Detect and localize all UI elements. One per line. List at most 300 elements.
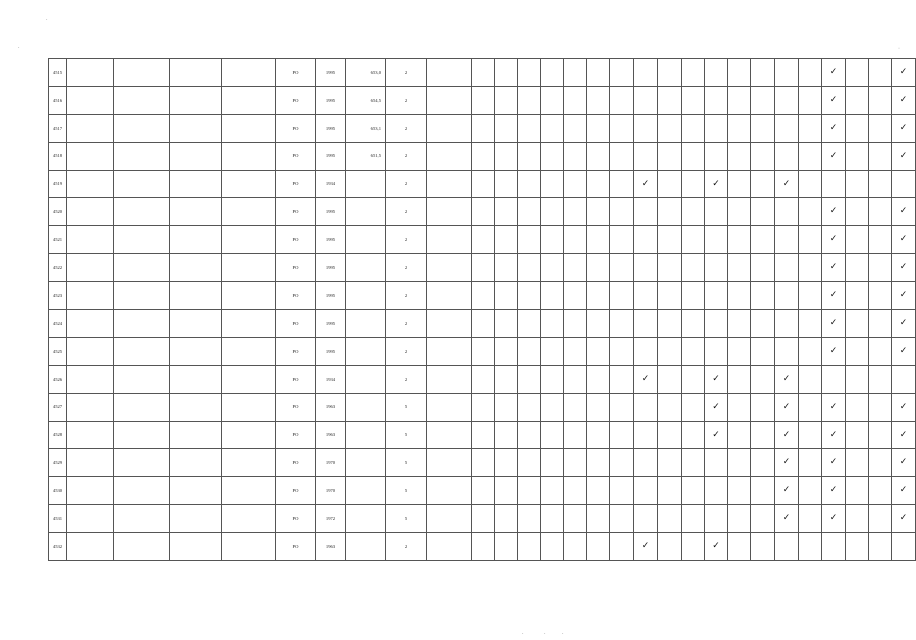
work-type-cell	[541, 86, 564, 114]
checkmark-icon: ✓	[829, 290, 838, 301]
owner-cell	[114, 170, 170, 198]
row-number: 4516	[49, 86, 67, 114]
owner-cell	[114, 393, 170, 421]
owner-cell	[114, 226, 170, 254]
work-type-cell	[658, 505, 682, 533]
work-type-cell	[682, 449, 705, 477]
building-id-cell	[222, 86, 276, 114]
works-description-cell	[427, 86, 472, 114]
area-cell	[346, 449, 386, 477]
work-type-cell	[822, 337, 846, 365]
work-type-cell	[658, 365, 682, 393]
work-type-cell	[541, 393, 564, 421]
address-cell	[170, 86, 222, 114]
area-cell	[346, 198, 386, 226]
work-type-cell	[751, 282, 775, 310]
work-type-cell	[472, 114, 495, 142]
floors-cell: 5	[386, 477, 427, 505]
work-type-cell	[846, 337, 869, 365]
work-type-cell	[728, 254, 751, 282]
works-description-cell	[427, 310, 472, 338]
checkmark-icon: ✓	[829, 429, 838, 440]
table-row	[49, 198, 916, 226]
work-type-cell	[682, 114, 705, 142]
address-cell	[170, 114, 222, 142]
work-type-cell	[682, 365, 705, 393]
work-type-cell	[610, 310, 634, 338]
area-cell: 651,5	[346, 142, 386, 170]
work-type-cell	[564, 365, 587, 393]
works-description-cell	[427, 533, 472, 561]
work-type-cell	[634, 59, 658, 87]
checkmark-icon: ✓	[829, 234, 838, 245]
row-number: 4529	[49, 449, 67, 477]
work-type-cell	[846, 114, 869, 142]
work-type-cell	[892, 254, 916, 282]
work-type-cell	[705, 226, 728, 254]
management-form-cell: РО	[276, 421, 316, 449]
work-type-cell	[634, 170, 658, 198]
row-number: 4531	[49, 505, 67, 533]
work-type-cell	[658, 337, 682, 365]
work-type-cell	[822, 393, 846, 421]
management-form-cell: РО	[276, 114, 316, 142]
row-number: 4530	[49, 477, 67, 505]
work-type-cell	[472, 170, 495, 198]
work-type-cell	[892, 365, 916, 393]
address-cell	[170, 337, 222, 365]
work-type-cell	[705, 337, 728, 365]
floors-cell: 5	[386, 421, 427, 449]
table-row	[49, 533, 916, 561]
build-year-cell: 1995	[316, 337, 346, 365]
work-type-cell	[822, 310, 846, 338]
work-type-cell	[658, 86, 682, 114]
checkmark-icon: ✓	[782, 401, 791, 412]
district-cell	[67, 393, 114, 421]
work-type-cell	[541, 337, 564, 365]
checkmark-icon: ✓	[712, 178, 720, 189]
build-year-cell: 1995	[316, 282, 346, 310]
work-type-cell	[682, 226, 705, 254]
work-type-cell	[822, 505, 846, 533]
work-type-cell	[472, 198, 495, 226]
work-type-cell	[472, 282, 495, 310]
work-type-cell	[775, 198, 799, 226]
district-cell	[67, 449, 114, 477]
floors-cell: 2	[386, 142, 427, 170]
works-description-cell	[427, 421, 472, 449]
work-type-cell	[728, 477, 751, 505]
work-type-cell	[634, 505, 658, 533]
building-id-cell	[222, 198, 276, 226]
work-type-cell	[658, 282, 682, 310]
checkmark-icon: ✓	[899, 345, 908, 356]
checkmark-icon: ✓	[782, 457, 791, 468]
work-type-cell	[634, 282, 658, 310]
work-type-cell	[799, 254, 822, 282]
work-type-cell	[472, 449, 495, 477]
work-type-cell	[751, 114, 775, 142]
work-type-cell	[705, 365, 728, 393]
work-type-cell	[822, 254, 846, 282]
scan-mark: .	[562, 630, 564, 636]
work-type-cell	[728, 310, 751, 338]
checkmark-icon: ✓	[899, 290, 908, 301]
building-id-cell	[222, 505, 276, 533]
checkmark-icon: ✓	[782, 373, 791, 384]
work-type-cell	[705, 477, 728, 505]
floors-cell: 2	[386, 170, 427, 198]
work-type-cell	[869, 86, 892, 114]
work-type-cell	[846, 365, 869, 393]
checkmark-icon: ✓	[899, 262, 908, 273]
work-type-cell	[892, 198, 916, 226]
work-type-cell	[587, 533, 610, 561]
work-type-cell	[775, 365, 799, 393]
row-number: 4532	[49, 533, 67, 561]
checkmark-icon: ✓	[829, 513, 838, 524]
work-type-cell	[541, 254, 564, 282]
checkmark-icon: ✓	[899, 429, 908, 440]
work-type-cell	[634, 114, 658, 142]
work-type-cell	[751, 142, 775, 170]
work-type-cell	[634, 310, 658, 338]
work-type-cell	[682, 393, 705, 421]
work-type-cell	[682, 170, 705, 198]
work-type-cell	[564, 505, 587, 533]
work-type-cell	[495, 393, 518, 421]
work-type-cell	[610, 337, 634, 365]
work-type-cell	[518, 59, 541, 87]
work-type-cell	[869, 449, 892, 477]
work-type-cell	[472, 477, 495, 505]
address-cell	[170, 282, 222, 310]
floors-cell: 2	[386, 198, 427, 226]
district-cell	[67, 533, 114, 561]
management-form-cell: РО	[276, 226, 316, 254]
build-year-cell: 1970	[316, 477, 346, 505]
work-type-cell	[564, 533, 587, 561]
checkmark-icon: ✓	[829, 262, 838, 273]
work-type-cell	[775, 505, 799, 533]
work-type-cell	[869, 254, 892, 282]
work-type-cell	[587, 282, 610, 310]
building-id-cell	[222, 59, 276, 87]
work-type-cell	[892, 170, 916, 198]
build-year-cell: 1995	[316, 86, 346, 114]
work-type-cell	[822, 449, 846, 477]
management-form-cell: РО	[276, 254, 316, 282]
work-type-cell	[728, 226, 751, 254]
work-type-cell	[892, 421, 916, 449]
work-type-cell	[472, 86, 495, 114]
work-type-cell	[564, 254, 587, 282]
work-type-cell	[495, 226, 518, 254]
work-type-cell	[799, 477, 822, 505]
address-cell	[170, 533, 222, 561]
work-type-cell	[846, 282, 869, 310]
area-cell	[346, 226, 386, 254]
build-year-cell: 1995	[316, 254, 346, 282]
work-type-cell	[799, 393, 822, 421]
building-id-cell	[222, 365, 276, 393]
address-cell	[170, 198, 222, 226]
work-type-cell	[705, 59, 728, 87]
work-type-cell	[564, 59, 587, 87]
work-type-cell	[658, 198, 682, 226]
work-type-cell	[705, 170, 728, 198]
work-type-cell	[658, 114, 682, 142]
checkmark-icon: ✓	[899, 206, 908, 217]
work-type-cell	[869, 59, 892, 87]
work-type-cell	[728, 337, 751, 365]
area-cell: 653,0	[346, 59, 386, 87]
checkmark-icon: ✓	[829, 345, 838, 356]
work-type-cell	[869, 142, 892, 170]
work-type-cell	[751, 86, 775, 114]
work-type-cell	[658, 142, 682, 170]
table-row	[49, 59, 916, 87]
work-type-cell	[518, 282, 541, 310]
management-form-cell: РО	[276, 337, 316, 365]
row-number: 4517	[49, 114, 67, 142]
table-row	[49, 421, 916, 449]
work-type-cell	[587, 393, 610, 421]
work-type-cell	[634, 533, 658, 561]
floors-cell: 2	[386, 59, 427, 87]
work-type-cell	[775, 59, 799, 87]
owner-cell	[114, 505, 170, 533]
work-type-cell	[610, 421, 634, 449]
checkmark-icon: ✓	[829, 94, 838, 105]
table-body	[49, 59, 916, 561]
work-type-cell	[541, 114, 564, 142]
work-type-cell	[587, 310, 610, 338]
work-type-cell	[541, 59, 564, 87]
building-id-cell	[222, 477, 276, 505]
work-type-cell	[518, 226, 541, 254]
work-type-cell	[634, 393, 658, 421]
row-number: 4522	[49, 254, 67, 282]
work-type-cell	[846, 254, 869, 282]
work-type-cell	[472, 337, 495, 365]
work-type-cell	[705, 310, 728, 338]
work-type-cell	[869, 533, 892, 561]
works-description-cell	[427, 170, 472, 198]
district-cell	[67, 310, 114, 338]
checkmark-icon: ✓	[899, 485, 908, 496]
work-type-cell	[564, 114, 587, 142]
work-type-cell	[587, 170, 610, 198]
work-type-cell	[518, 393, 541, 421]
checkmark-icon: ✓	[829, 122, 838, 133]
work-type-cell	[587, 114, 610, 142]
work-type-cell	[822, 421, 846, 449]
area-cell	[346, 421, 386, 449]
work-type-cell	[892, 337, 916, 365]
work-type-cell	[658, 393, 682, 421]
works-description-cell	[427, 337, 472, 365]
table-row	[49, 477, 916, 505]
work-type-cell	[869, 505, 892, 533]
work-type-cell	[705, 449, 728, 477]
work-type-cell	[541, 365, 564, 393]
work-type-cell	[518, 310, 541, 338]
work-type-cell	[799, 533, 822, 561]
work-type-cell	[751, 421, 775, 449]
work-type-cell	[682, 254, 705, 282]
work-type-cell	[495, 282, 518, 310]
building-id-cell	[222, 282, 276, 310]
works-description-cell	[427, 282, 472, 310]
work-type-cell	[682, 142, 705, 170]
building-id-cell	[222, 254, 276, 282]
work-type-cell	[728, 449, 751, 477]
work-type-cell	[869, 477, 892, 505]
works-description-cell	[427, 198, 472, 226]
work-type-cell	[658, 59, 682, 87]
work-type-cell	[541, 505, 564, 533]
checkmark-icon: ✓	[712, 429, 720, 440]
work-type-cell	[541, 142, 564, 170]
district-cell	[67, 59, 114, 87]
district-cell	[67, 254, 114, 282]
work-type-cell	[658, 449, 682, 477]
work-type-cell	[495, 142, 518, 170]
work-type-cell	[682, 421, 705, 449]
work-type-cell	[728, 198, 751, 226]
owner-cell	[114, 198, 170, 226]
work-type-cell	[892, 226, 916, 254]
work-type-cell	[775, 421, 799, 449]
work-type-cell	[682, 59, 705, 87]
build-year-cell: 1995	[316, 226, 346, 254]
work-type-cell	[705, 282, 728, 310]
work-type-cell	[495, 449, 518, 477]
work-type-cell	[682, 533, 705, 561]
work-type-cell	[587, 365, 610, 393]
floors-cell: 2	[386, 282, 427, 310]
building-id-cell	[222, 310, 276, 338]
work-type-cell	[705, 421, 728, 449]
work-type-cell	[892, 142, 916, 170]
work-type-cell	[846, 59, 869, 87]
management-form-cell: РО	[276, 59, 316, 87]
work-type-cell	[799, 421, 822, 449]
area-cell	[346, 282, 386, 310]
checkmark-icon: ✓	[712, 541, 720, 552]
work-type-cell	[775, 114, 799, 142]
owner-cell	[114, 337, 170, 365]
work-type-cell	[587, 59, 610, 87]
work-type-cell	[541, 282, 564, 310]
work-type-cell	[799, 170, 822, 198]
management-form-cell: РО	[276, 449, 316, 477]
work-type-cell	[610, 449, 634, 477]
work-type-cell	[869, 282, 892, 310]
table-row	[49, 142, 916, 170]
work-type-cell	[587, 86, 610, 114]
work-type-cell	[799, 337, 822, 365]
build-year-cell: 1995	[316, 59, 346, 87]
work-type-cell	[472, 142, 495, 170]
work-type-cell	[799, 226, 822, 254]
work-type-cell	[775, 254, 799, 282]
work-type-cell	[846, 421, 869, 449]
work-type-cell	[846, 226, 869, 254]
checkmark-icon: ✓	[899, 150, 908, 161]
area-cell	[346, 533, 386, 561]
build-year-cell: 1995	[316, 142, 346, 170]
works-description-cell	[427, 393, 472, 421]
work-type-cell	[564, 310, 587, 338]
work-type-cell	[682, 310, 705, 338]
work-type-cell	[564, 198, 587, 226]
work-type-cell	[518, 365, 541, 393]
owner-cell	[114, 114, 170, 142]
work-type-cell	[472, 254, 495, 282]
work-type-cell	[634, 254, 658, 282]
checkmark-icon: ✓	[899, 234, 908, 245]
work-type-cell	[564, 282, 587, 310]
checkmark-icon: ✓	[782, 513, 791, 524]
work-type-cell	[892, 477, 916, 505]
work-type-cell	[728, 114, 751, 142]
works-description-cell	[427, 142, 472, 170]
work-type-cell	[705, 86, 728, 114]
management-form-cell: РО	[276, 198, 316, 226]
work-type-cell	[634, 421, 658, 449]
district-cell	[67, 86, 114, 114]
work-type-cell	[869, 198, 892, 226]
district-cell	[67, 365, 114, 393]
floors-cell: 2	[386, 337, 427, 365]
work-type-cell	[634, 337, 658, 365]
work-type-cell	[775, 310, 799, 338]
table-row	[49, 310, 916, 338]
work-type-cell	[799, 310, 822, 338]
work-type-cell	[658, 226, 682, 254]
checkmark-icon: ✓	[641, 178, 650, 189]
work-type-cell	[518, 533, 541, 561]
table-row	[49, 449, 916, 477]
work-type-cell	[541, 198, 564, 226]
checkmark-icon: ✓	[712, 401, 720, 412]
floors-cell: 5	[386, 449, 427, 477]
work-type-cell	[869, 365, 892, 393]
work-type-cell	[822, 477, 846, 505]
work-type-cell	[775, 282, 799, 310]
work-type-cell	[495, 310, 518, 338]
area-cell: 653,1	[346, 114, 386, 142]
checkmark-icon: ✓	[829, 401, 838, 412]
floors-cell: 2	[386, 226, 427, 254]
work-type-cell	[892, 59, 916, 87]
management-form-cell: РО	[276, 86, 316, 114]
work-type-cell	[587, 226, 610, 254]
floors-cell: 2	[386, 365, 427, 393]
table-row	[49, 505, 916, 533]
work-type-cell	[751, 310, 775, 338]
work-type-cell	[682, 337, 705, 365]
address-cell	[170, 310, 222, 338]
build-year-cell: 1934	[316, 365, 346, 393]
work-type-cell	[682, 282, 705, 310]
work-type-cell	[518, 421, 541, 449]
district-cell	[67, 421, 114, 449]
work-type-cell	[728, 421, 751, 449]
